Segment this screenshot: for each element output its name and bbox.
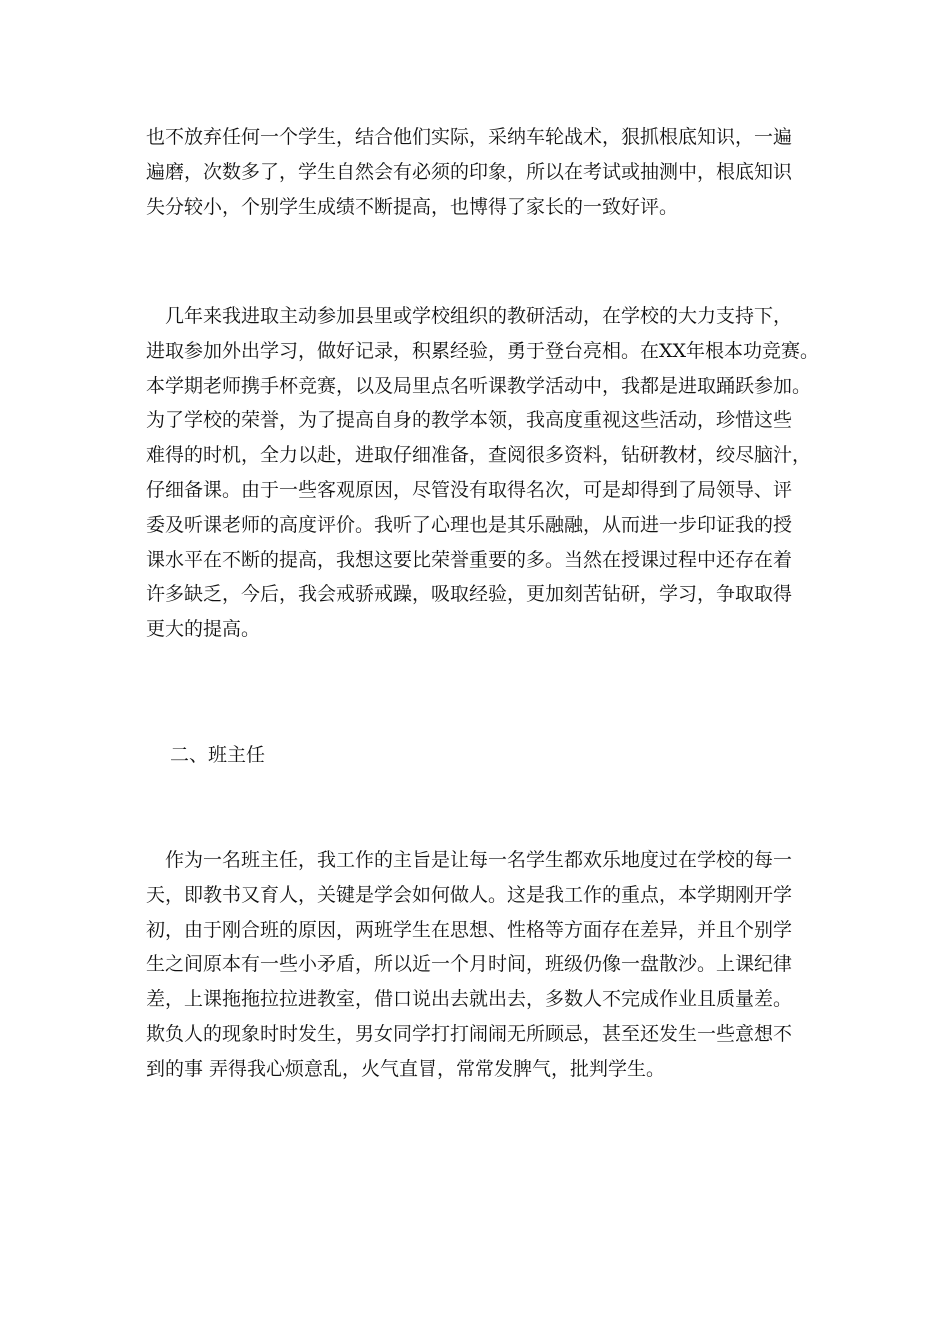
paragraph-2: [146, 299, 820, 647]
text-line: 难得的时机，全力以赴，进取仔细准备，查阅很多资料，钻研教材，绞尽脑汁，: [146, 444, 812, 467]
paragraph-1: [146, 120, 816, 224]
text-line: 遍磨，次数多了，学生自然会有必须的印象，所以在考试或抽测中，根底知识: [146, 160, 793, 183]
text-line: 天，即教书又育人，关键是学会如何做人。这是我工作的重点，本学期刚开学: [146, 883, 793, 906]
text-line: 更大的提高。: [146, 618, 261, 641]
text-line: 几年来我进取主动参加县里或学校组织的教研活动，在学校的大力支持下，: [146, 305, 793, 327]
text-line: 进取参加外出学习，做好记录，积累经验，勇于登台亮相。在XX年根本功竞赛。: [146, 339, 820, 362]
text-line: 初，由于刚合班的原因，两班学生在思想、性格等方面存在差异，并且个别学: [146, 918, 793, 941]
text-line: 许多缺乏，今后，我会戒骄戒躁，吸取经验，更加刻苦钻研，学习，争取取得: [146, 583, 793, 606]
text-line: 作为一名班主任，我工作的主旨是让每一名学生都欢乐地度过在学校的每一: [146, 849, 793, 871]
text-line: 欺负人的现象时时发生，男女同学打打闹闹无所顾忌，甚至还发生一些意想不: [146, 1022, 793, 1045]
text-line: 失分较小，个别学生成绩不断提高，也博得了家长的一致好评。: [146, 195, 679, 218]
text-line: 到的事 弄得我心烦意乱，火气直冒，常常发脾气，批判学生。: [146, 1057, 666, 1080]
heading-text: 二、班主任: [170, 744, 266, 766]
text-line: 为了学校的荣誉，为了提高自身的教学本领，我高度重视这些活动，珍惜这些: [146, 409, 793, 432]
text-line: 课水平在不断的提高，我想这要比荣誉重要的多。当然在授课过程中还存在着: [146, 548, 793, 571]
text-line: 仔细备课。由于一些客观原因，尽管没有取得名次，可是却得到了局领导、评: [146, 478, 793, 501]
paragraph-3: [146, 843, 816, 1087]
section-heading: [170, 738, 840, 773]
text-line: 差，上课拖拖拉拉进教室，借口说出去就出去，多数人不完成作业且质量差。: [146, 988, 793, 1011]
text-line: 委及听课老师的高度评价。我听了心理也是其乐融融，从而进一步印证我的授: [146, 513, 793, 536]
text-line: 也不放弃任何一个学生，结合他们实际，采纳车轮战术，狠抓根底知识，一遍: [146, 126, 793, 148]
text-line: 本学期老师携手杯竞赛，以及局里点名听课教学活动中，我都是进取踊跃参加。: [146, 374, 812, 397]
text-line: 生之间原本有一些小矛盾，所以近一个月时间，班级仍像一盘散沙。上课纪律: [146, 953, 793, 976]
